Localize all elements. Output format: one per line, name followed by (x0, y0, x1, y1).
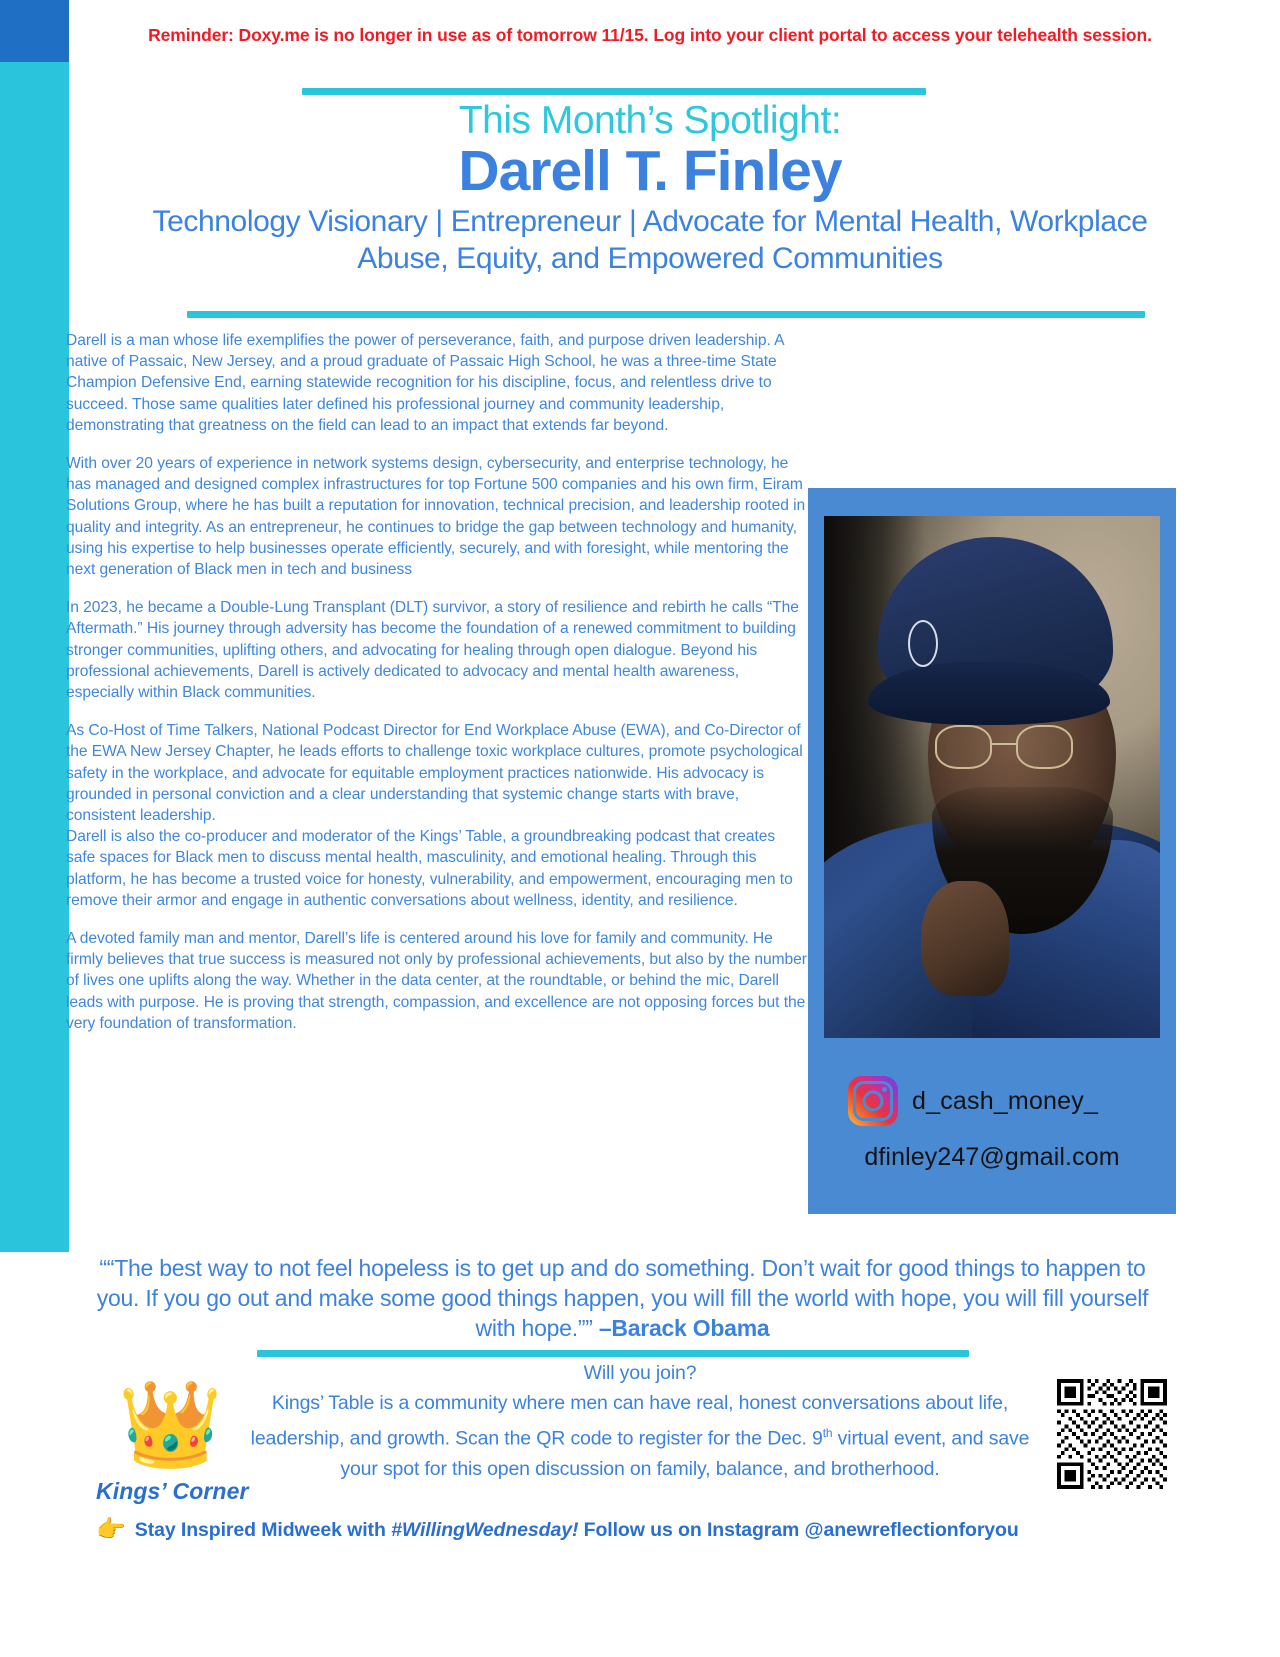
bio-paragraph: Darell is a man whose life exemplifies the power of perseverance, faith, and purpose driven leadership. A native of Passaic, New Jersey, and a proud graduate of Passaic High School, he was a three-time State Champion Defensive End, earning statewide recognition for his discipline, focus, and relentless drive to succeed. Those same qualities later defined his professional journey and community leadership, demonstrating that greatness on the field can lead to an impact that extends far beyond. (66, 332, 784, 434)
date-ordinal-suffix: th (822, 1426, 833, 1440)
pointing-hand-icon: 👉 (96, 1516, 126, 1543)
left-rail-top-block (0, 0, 69, 62)
spotlight-label: This Month’s Spotlight: (458, 99, 842, 142)
kings-corner-label: Kings’ Corner (96, 1478, 249, 1504)
quote-attribution: –Barack Obama (598, 1315, 770, 1341)
instagram-handle: d_cash_money_ (912, 1086, 1099, 1115)
join-body: Kings’ Table is a community where men can have real, honest conversations about life, leadership, and growth. Scan the QR code to register for the Dec. 9th virtual event, and save your spot for this open discussion on family, balance, and brotherhood. (250, 1392, 1030, 1480)
bio-paragraph: With over 20 years of experience in network systems design, cybersecurity, and enterprise technology, he has managed and designed complex infrastructures for top Fortune 500 companies and his own firm, Eiram Solutions Group, where he has built a reputation for innovation, technical precision, and leadership rooted in quality and integrity. As an entrepreneur, he continues to bridge the gap between technology and humanity, using his expertise to help businesses operate efficiently, securely, and with foresight, while mentoring the next generation of Black men in tech and business (66, 455, 806, 579)
left-rail-cyan-strip (0, 62, 69, 1252)
page-title: Darell T. Finley (458, 139, 842, 203)
bio-paragraph: A devoted family man and mentor, Darell’s life is centered around his love for family and community. He firmly believes that true success is measured not only by professional achievements, but also by the number of lives one uplifts along the way. Whether in the data center, at the roundtable, or behind the mic, Darell leads with purpose. He is proving that strength, compassion, and excellence are not opposing forces but the very foundation of transformation. (66, 930, 807, 1032)
crown-icon: 👑 (118, 1377, 223, 1471)
qr-code-graphic (1057, 1379, 1167, 1489)
hashtag-willing-wednesday: #WillingWednesday! (391, 1518, 579, 1541)
footer-text: Stay Inspired Midweek with #WillingWednesday! Follow us on Instagram @anewreflectionforyou (134, 1518, 1019, 1541)
join-heading: Will you join? (583, 1362, 697, 1384)
profile-photo-card (808, 488, 1176, 1214)
divider-under-quote (257, 1350, 969, 1357)
divider-under-header (187, 311, 1145, 318)
divider-top (302, 88, 926, 95)
subtitle: Technology Visionary | Entrepreneur | Advocate for Mental Health, Workplace Abuse, Equity, and Empowered Communities (152, 205, 1148, 275)
bio-paragraph: Darell is also the co-producer and moderator of the Kings’ Table, a groundbreaking podcast that creates safe spaces for Black men to discuss mental health, masculinity, and emotional healing. Through this platform, he has become a trusted voice for honesty, vulnerability, and empowerment, encouraging men to remove their armor and engage in authentic conversations about wellness, identity, and resilience. (66, 828, 793, 909)
bio-paragraph: In 2023, he became a Double-Lung Transplant (DLT) survivor, a story of resilience and rebirth he calls “The Aftermath.” His journey through adversity has become the foundation of a renewed commitment to building stronger communities, uplifting others, and advocating for healing through open dialogue. Beyond his professional achievements, Darell is actively dedicated to advocacy and mental health awareness, especially within Black communities. (66, 599, 799, 702)
biography-body (66, 330, 808, 1051)
kings-table-invite (240, 1358, 1040, 1484)
qr-code[interactable] (1057, 1379, 1167, 1489)
quote-text: ““The best way to not feel hopeless is to get up and do something. Don’t wait for good things to happen to you. If you go out and make some good things happen, you will fill the world with hope, you will fill yourself with hope.”” (96, 1255, 1149, 1341)
inspirational-quote (95, 1253, 1150, 1343)
reminder-alert: Reminder: Doxy.me is no longer in use as of tomorrow 11/15. Log into your client portal to access your telehealth session. (148, 25, 1152, 45)
email-address[interactable]: dfinley247@gmail.com (864, 1143, 1120, 1171)
bio-paragraph: As Co-Host of Time Talkers, National Podcast Director for End Workplace Abuse (EWA), and Co-Director of the EWA New Jersey Chapter, he leads efforts to challenge toxic workplace cultures, promote psychological safety in the workplace, and advocate for equitable employment practices nationwide. His advocacy is grounded in personal conviction and a clear understanding that systemic change starts with brave, consistent leadership. (66, 722, 803, 825)
instagram-row[interactable] (848, 1076, 1148, 1126)
instagram-icon (848, 1076, 898, 1126)
portrait-photo (824, 516, 1160, 1038)
footer-cta (96, 1518, 1196, 1542)
